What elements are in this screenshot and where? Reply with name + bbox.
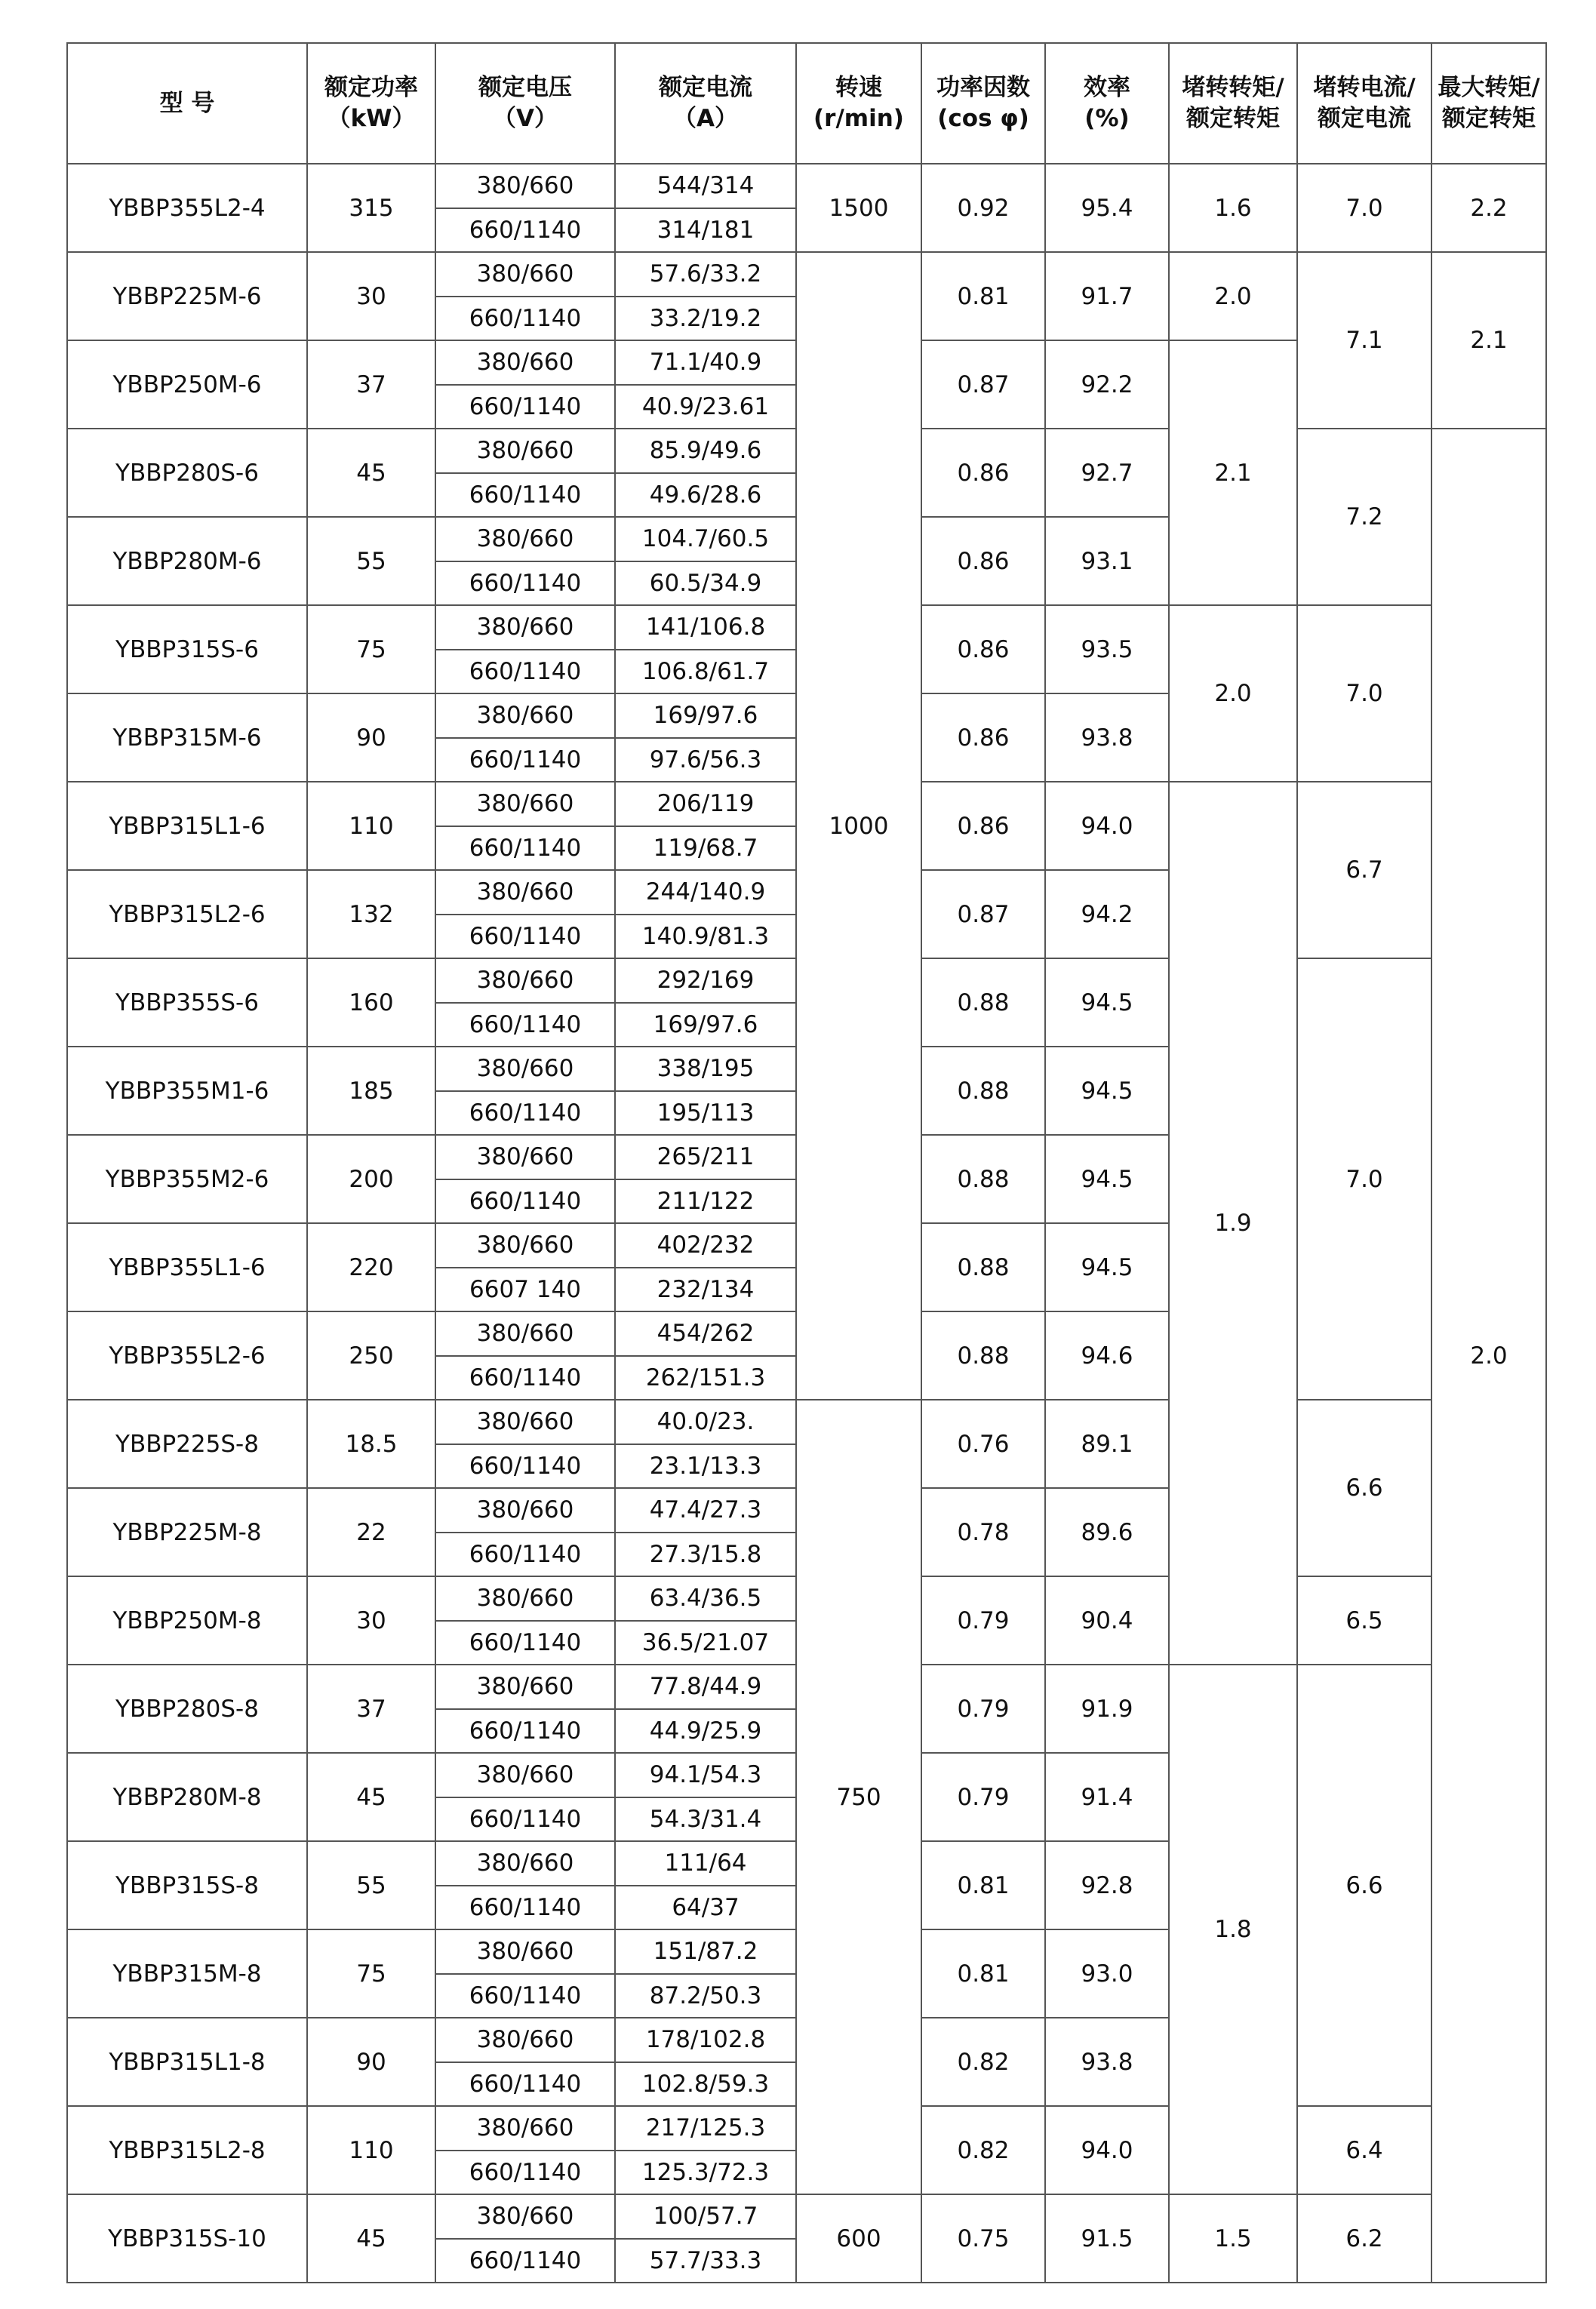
- rated-power-cell: 90: [307, 2018, 435, 2106]
- efficiency-cell: 94.2: [1045, 870, 1169, 958]
- rated-power-cell: 315: [307, 164, 435, 252]
- voltage-cell: 380/660: [435, 1400, 615, 1444]
- stall-current-ratio-cell: 7.0: [1297, 164, 1431, 252]
- efficiency-cell: 89.1: [1045, 1400, 1169, 1488]
- current-cell: 262/151.3: [615, 1356, 796, 1400]
- current-cell: 57.6/33.2: [615, 252, 796, 297]
- current-cell: 87.2/50.3: [615, 1974, 796, 2018]
- stall-torque-ratio-cell: 1.6: [1169, 164, 1297, 252]
- rated-power-cell: 30: [307, 1576, 435, 1665]
- current-cell: 40.0/23.: [615, 1400, 796, 1444]
- model-cell: YBBP280M-6: [67, 517, 307, 605]
- current-cell: 63.4/36.5: [615, 1576, 796, 1621]
- model-cell: YBBP315M-8: [67, 1929, 307, 2018]
- current-cell: 141/106.8: [615, 605, 796, 650]
- current-cell: 71.1/40.9: [615, 340, 796, 385]
- current-cell: 111/64: [615, 1841, 796, 1886]
- efficiency-cell: 91.5: [1045, 2194, 1169, 2283]
- rated-power-cell: 110: [307, 782, 435, 870]
- power-factor-cell: 0.78: [921, 1488, 1045, 1576]
- power-factor-cell: 0.86: [921, 517, 1045, 605]
- voltage-cell: 660/1140: [435, 1974, 615, 2018]
- voltage-cell: 660/1140: [435, 1179, 615, 1224]
- power-factor-cell: 0.81: [921, 1841, 1045, 1929]
- voltage-cell: 380/660: [435, 1665, 615, 1709]
- header-max-torque-ratio: [1431, 43, 1546, 164]
- model-cell: YBBP355S-6: [67, 958, 307, 1047]
- current-cell: 102.8/59.3: [615, 2062, 796, 2107]
- power-factor-cell: 0.75: [921, 2194, 1045, 2283]
- efficiency-cell: 94.6: [1045, 1311, 1169, 1400]
- header-rated-power: [307, 43, 435, 164]
- current-cell: 178/102.8: [615, 2018, 796, 2062]
- rated-power-cell: 30: [307, 252, 435, 340]
- current-cell: 27.3/15.8: [615, 1533, 796, 1577]
- model-cell: YBBP315L2-6: [67, 870, 307, 958]
- power-factor-cell: 0.81: [921, 1929, 1045, 2018]
- rated-power-cell: 90: [307, 693, 435, 782]
- header-speed-label: 转速: [835, 74, 882, 101]
- voltage-cell: 380/660: [435, 252, 615, 297]
- efficiency-cell: 91.9: [1045, 1665, 1169, 1753]
- current-cell: 106.8/61.7: [615, 650, 796, 694]
- current-cell: 49.6/28.6: [615, 473, 796, 518]
- efficiency-cell: 94.0: [1045, 2106, 1169, 2194]
- voltage-cell: 660/1140: [435, 915, 615, 959]
- efficiency-cell: 94.5: [1045, 1135, 1169, 1223]
- stall-current-ratio-cell: 6.6: [1297, 1665, 1431, 2106]
- voltage-cell: 380/660: [435, 1576, 615, 1621]
- max-torque-ratio-cell: 2.1: [1431, 252, 1546, 429]
- power-factor-cell: 0.82: [921, 2106, 1045, 2194]
- voltage-cell: 660/1140: [435, 297, 615, 341]
- header-rated-current-unit: （A）: [673, 105, 738, 132]
- efficiency-cell: 94.5: [1045, 958, 1169, 1047]
- rated-power-cell: 45: [307, 1753, 435, 1841]
- efficiency-cell: 93.8: [1045, 2018, 1169, 2106]
- table-header: [67, 43, 1546, 164]
- power-factor-cell: 0.79: [921, 1753, 1045, 1841]
- power-factor-cell: 0.86: [921, 429, 1045, 517]
- header-max-torque-ratio-line1: 最大转矩/: [1438, 74, 1540, 101]
- voltage-cell: 380/660: [435, 164, 615, 208]
- header-stall-torque-ratio-line1: 堵转转矩/: [1182, 74, 1284, 101]
- voltage-cell: 660/1140: [435, 1444, 615, 1489]
- header-stall-current-ratio: [1297, 43, 1431, 164]
- efficiency-cell: 89.6: [1045, 1488, 1169, 1576]
- header-model: [67, 43, 307, 164]
- voltage-cell: 660/1140: [435, 1797, 615, 1842]
- voltage-cell: 660/1140: [435, 1886, 615, 1930]
- rated-power-cell: 55: [307, 1841, 435, 1929]
- stall-current-ratio-cell: 7.0: [1297, 958, 1431, 1400]
- voltage-cell: 660/1140: [435, 208, 615, 253]
- power-factor-cell: 0.76: [921, 1400, 1045, 1488]
- voltage-cell: 660/1140: [435, 1091, 615, 1136]
- model-cell: YBBP250M-8: [67, 1576, 307, 1665]
- current-cell: 94.1/54.3: [615, 1753, 796, 1797]
- max-torque-ratio-cell: 2.2: [1431, 164, 1546, 252]
- model-cell: YBBP315S-10: [67, 2194, 307, 2283]
- rated-power-cell: 160: [307, 958, 435, 1047]
- current-cell: 232/134: [615, 1268, 796, 1312]
- rated-power-cell: 18.5: [307, 1400, 435, 1488]
- current-cell: 265/211: [615, 1135, 796, 1179]
- current-cell: 402/232: [615, 1223, 796, 1268]
- speed-cell: 600: [796, 2194, 921, 2283]
- header-efficiency-label: 效率: [1084, 74, 1130, 101]
- current-cell: 54.3/31.4: [615, 1797, 796, 1842]
- voltage-cell: 380/660: [435, 1223, 615, 1268]
- speed-cell: 750: [796, 1400, 921, 2194]
- model-cell: YBBP315L1-6: [67, 782, 307, 870]
- efficiency-cell: 92.7: [1045, 429, 1169, 517]
- current-cell: 64/37: [615, 1886, 796, 1930]
- current-cell: 36.5/21.07: [615, 1621, 796, 1665]
- rated-power-cell: 45: [307, 2194, 435, 2283]
- stall-torque-ratio-cell: 2.0: [1169, 252, 1297, 340]
- power-factor-cell: 0.87: [921, 340, 1045, 429]
- table-row: [67, 164, 1546, 208]
- rated-power-cell: 37: [307, 340, 435, 429]
- efficiency-cell: 91.7: [1045, 252, 1169, 340]
- current-cell: 292/169: [615, 958, 796, 1003]
- current-cell: 169/97.6: [615, 693, 796, 738]
- current-cell: 195/113: [615, 1091, 796, 1136]
- power-factor-cell: 0.88: [921, 1135, 1045, 1223]
- voltage-cell: 660/1140: [435, 2062, 615, 2107]
- model-cell: YBBP250M-6: [67, 340, 307, 429]
- efficiency-cell: 94.5: [1045, 1047, 1169, 1135]
- table-row: [67, 252, 1546, 297]
- efficiency-cell: 90.4: [1045, 1576, 1169, 1665]
- model-cell: YBBP315M-6: [67, 693, 307, 782]
- voltage-cell: 660/1140: [435, 2151, 615, 2195]
- current-cell: 44.9/25.9: [615, 1709, 796, 1754]
- header-row: [67, 43, 1546, 164]
- model-cell: YBBP225M-6: [67, 252, 307, 340]
- power-factor-cell: 0.82: [921, 2018, 1045, 2106]
- current-cell: 140.9/81.3: [615, 915, 796, 959]
- motor-spec-table: [66, 42, 1547, 2283]
- efficiency-cell: 93.5: [1045, 605, 1169, 693]
- voltage-cell: 660/1140: [435, 1621, 615, 1665]
- max-torque-ratio-cell: 2.0: [1431, 429, 1546, 2283]
- stall-torque-ratio-cell: 2.1: [1169, 340, 1297, 605]
- model-cell: YBBP225M-8: [67, 1488, 307, 1576]
- current-cell: 40.9/23.61: [615, 385, 796, 429]
- stall-current-ratio-cell: 7.0: [1297, 605, 1431, 782]
- voltage-cell: 380/660: [435, 1841, 615, 1886]
- power-factor-cell: 0.79: [921, 1576, 1045, 1665]
- stall-current-ratio-cell: 7.1: [1297, 252, 1431, 429]
- model-cell: YBBP315L1-8: [67, 2018, 307, 2106]
- voltage-cell: 660/1140: [435, 385, 615, 429]
- current-cell: 206/119: [615, 782, 796, 826]
- current-cell: 151/87.2: [615, 1929, 796, 1974]
- header-efficiency-unit: (%): [1084, 105, 1130, 132]
- rated-power-cell: 185: [307, 1047, 435, 1135]
- voltage-cell: 380/660: [435, 1488, 615, 1533]
- voltage-cell: 660/1140: [435, 2239, 615, 2283]
- model-cell: YBBP280M-8: [67, 1753, 307, 1841]
- voltage-cell: 660/1140: [435, 650, 615, 694]
- header-power-factor-unit: (cos φ): [937, 105, 1029, 132]
- voltage-cell: 660/1140: [435, 1356, 615, 1400]
- power-factor-cell: 0.86: [921, 693, 1045, 782]
- header-model-label: 型 号: [159, 89, 215, 117]
- voltage-cell: 380/660: [435, 517, 615, 561]
- current-cell: 85.9/49.6: [615, 429, 796, 473]
- power-factor-cell: 0.88: [921, 958, 1045, 1047]
- current-cell: 97.6/56.3: [615, 738, 796, 782]
- rated-power-cell: 37: [307, 1665, 435, 1753]
- voltage-cell: 380/660: [435, 1753, 615, 1797]
- efficiency-cell: 94.0: [1045, 782, 1169, 870]
- header-power-factor: [921, 43, 1045, 164]
- power-factor-cell: 0.88: [921, 1311, 1045, 1400]
- model-cell: YBBP355M2-6: [67, 1135, 307, 1223]
- stall-current-ratio-cell: 6.7: [1297, 782, 1431, 958]
- power-factor-cell: 0.86: [921, 605, 1045, 693]
- header-stall-torque-ratio: [1169, 43, 1297, 164]
- voltage-cell: 380/660: [435, 1135, 615, 1179]
- power-factor-cell: 0.92: [921, 164, 1045, 252]
- power-factor-cell: 0.81: [921, 252, 1045, 340]
- current-cell: 211/122: [615, 1179, 796, 1224]
- table-row: [67, 2194, 1546, 2239]
- voltage-cell: 660/1140: [435, 1709, 615, 1754]
- header-stall-current-ratio-line2: 额定电流: [1318, 105, 1411, 132]
- efficiency-cell: 91.4: [1045, 1753, 1169, 1841]
- power-factor-cell: 0.86: [921, 782, 1045, 870]
- current-cell: 454/262: [615, 1311, 796, 1356]
- rated-power-cell: 75: [307, 1929, 435, 2018]
- current-cell: 100/57.7: [615, 2194, 796, 2239]
- model-cell: YBBP280S-8: [67, 1665, 307, 1753]
- power-factor-cell: 0.87: [921, 870, 1045, 958]
- stall-torque-ratio-cell: 1.8: [1169, 1665, 1297, 2194]
- voltage-cell: 660/1140: [435, 1533, 615, 1577]
- header-rated-power-unit: （kW）: [327, 105, 416, 132]
- voltage-cell: 660/1140: [435, 473, 615, 518]
- rated-power-cell: 45: [307, 429, 435, 517]
- voltage-cell: 6607 140: [435, 1268, 615, 1312]
- header-efficiency: [1045, 43, 1169, 164]
- model-cell: YBBP315S-8: [67, 1841, 307, 1929]
- header-rated-current-label: 额定电流: [659, 74, 752, 101]
- voltage-cell: 660/1140: [435, 561, 615, 606]
- efficiency-cell: 93.0: [1045, 1929, 1169, 2018]
- model-cell: YBBP355L2-4: [67, 164, 307, 252]
- current-cell: 544/314: [615, 164, 796, 208]
- voltage-cell: 380/660: [435, 1311, 615, 1356]
- efficiency-cell: 94.5: [1045, 1223, 1169, 1311]
- rated-power-cell: 200: [307, 1135, 435, 1223]
- voltage-cell: 380/660: [435, 2018, 615, 2062]
- header-speed-unit: (r/min): [813, 105, 904, 132]
- header-rated-current: [615, 43, 796, 164]
- header-speed: [796, 43, 921, 164]
- stall-current-ratio-cell: 7.2: [1297, 429, 1431, 605]
- rated-power-cell: 22: [307, 1488, 435, 1576]
- current-cell: 47.4/27.3: [615, 1488, 796, 1533]
- current-cell: 217/125.3: [615, 2106, 796, 2151]
- current-cell: 314/181: [615, 208, 796, 253]
- model-cell: YBBP315L2-8: [67, 2106, 307, 2194]
- rated-power-cell: 75: [307, 605, 435, 693]
- table-body: [67, 164, 1546, 2283]
- current-cell: 119/68.7: [615, 826, 796, 871]
- voltage-cell: 660/1140: [435, 826, 615, 871]
- voltage-cell: 380/660: [435, 958, 615, 1003]
- header-rated-voltage-label: 额定电压: [478, 74, 572, 101]
- stall-torque-ratio-cell: 2.0: [1169, 605, 1297, 782]
- header-rated-power-label: 额定功率: [324, 74, 418, 101]
- efficiency-cell: 93.1: [1045, 517, 1169, 605]
- voltage-cell: 660/1140: [435, 738, 615, 782]
- voltage-cell: 380/660: [435, 870, 615, 915]
- current-cell: 338/195: [615, 1047, 796, 1091]
- voltage-cell: 380/660: [435, 340, 615, 385]
- header-rated-voltage-unit: （V）: [493, 105, 558, 132]
- stall-current-ratio-cell: 6.6: [1297, 1400, 1431, 1576]
- current-cell: 57.7/33.3: [615, 2239, 796, 2283]
- power-factor-cell: 0.79: [921, 1665, 1045, 1753]
- model-cell: YBBP355L2-6: [67, 1311, 307, 1400]
- stall-current-ratio-cell: 6.4: [1297, 2106, 1431, 2194]
- model-cell: YBBP315S-6: [67, 605, 307, 693]
- efficiency-cell: 93.8: [1045, 693, 1169, 782]
- voltage-cell: 380/660: [435, 605, 615, 650]
- voltage-cell: 660/1140: [435, 1003, 615, 1047]
- efficiency-cell: 95.4: [1045, 164, 1169, 252]
- current-cell: 33.2/19.2: [615, 297, 796, 341]
- current-cell: 104.7/60.5: [615, 517, 796, 561]
- stall-torque-ratio-cell: 1.5: [1169, 2194, 1297, 2283]
- efficiency-cell: 92.8: [1045, 1841, 1169, 1929]
- current-cell: 169/97.6: [615, 1003, 796, 1047]
- model-cell: YBBP280S-6: [67, 429, 307, 517]
- stall-current-ratio-cell: 6.5: [1297, 1576, 1431, 1665]
- current-cell: 77.8/44.9: [615, 1665, 796, 1709]
- efficiency-cell: 92.2: [1045, 340, 1169, 429]
- power-factor-cell: 0.88: [921, 1223, 1045, 1311]
- model-cell: YBBP355M1-6: [67, 1047, 307, 1135]
- voltage-cell: 380/660: [435, 429, 615, 473]
- table-row: [67, 1400, 1546, 1444]
- voltage-cell: 380/660: [435, 1047, 615, 1091]
- voltage-cell: 380/660: [435, 1929, 615, 1974]
- rated-power-cell: 220: [307, 1223, 435, 1311]
- voltage-cell: 380/660: [435, 2106, 615, 2151]
- current-cell: 244/140.9: [615, 870, 796, 915]
- stall-current-ratio-cell: 6.2: [1297, 2194, 1431, 2283]
- rated-power-cell: 132: [307, 870, 435, 958]
- voltage-cell: 380/660: [435, 693, 615, 738]
- voltage-cell: 380/660: [435, 782, 615, 826]
- model-cell: YBBP355L1-6: [67, 1223, 307, 1311]
- current-cell: 125.3/72.3: [615, 2151, 796, 2195]
- header-stall-torque-ratio-line2: 额定转矩: [1186, 105, 1280, 132]
- voltage-cell: 380/660: [435, 2194, 615, 2239]
- header-max-torque-ratio-line2: 额定转矩: [1442, 105, 1536, 132]
- rated-power-cell: 55: [307, 517, 435, 605]
- header-power-factor-label: 功率因数: [936, 74, 1030, 101]
- current-cell: 60.5/34.9: [615, 561, 796, 606]
- rated-power-cell: 250: [307, 1311, 435, 1400]
- power-factor-cell: 0.88: [921, 1047, 1045, 1135]
- header-rated-voltage: [435, 43, 615, 164]
- header-stall-current-ratio-line1: 堵转电流/: [1313, 74, 1416, 101]
- speed-cell: 1000: [796, 252, 921, 1400]
- speed-cell: 1500: [796, 164, 921, 252]
- current-cell: 23.1/13.3: [615, 1444, 796, 1489]
- rated-power-cell: 110: [307, 2106, 435, 2194]
- stall-torque-ratio-cell: 1.9: [1169, 782, 1297, 1665]
- model-cell: YBBP225S-8: [67, 1400, 307, 1488]
